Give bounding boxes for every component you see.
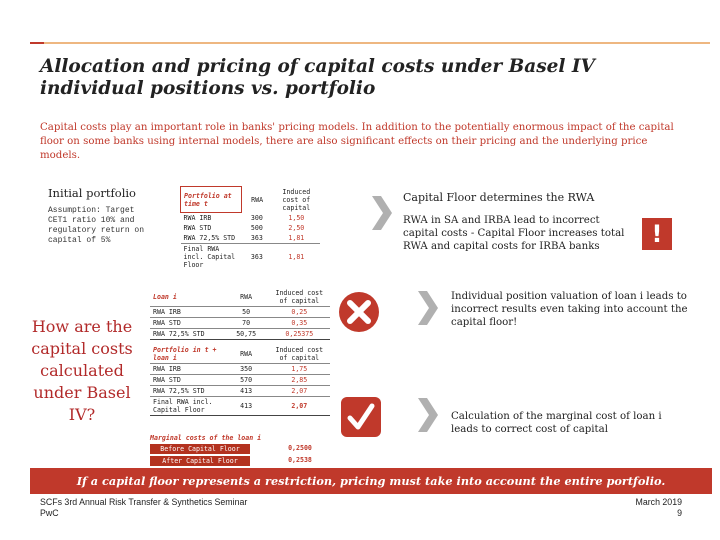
- marginal-after-value: 0,2538: [288, 456, 312, 464]
- row-cost: 2,50: [288, 224, 305, 232]
- row-cost: 1,81: [288, 234, 305, 242]
- table-row: [150, 364, 330, 375]
- slide-title-line2: individual positions vs. portfolio: [40, 78, 376, 99]
- row-cost: 1,75: [269, 364, 330, 375]
- conclusion-banner: If a capital floor represents a restriction, pricing must take into account the entire portfolio.: [30, 468, 712, 494]
- row-label: RWA 72,5% STD: [150, 329, 224, 340]
- cross-icon: [338, 291, 380, 333]
- row-label: RWA 72,5% STD: [183, 234, 236, 242]
- row-rwa: 363: [241, 244, 273, 271]
- footer-seminar: SCFs 3rd Annual Risk Transfer & Synthetics Seminar: [40, 497, 248, 507]
- table-row: [181, 244, 321, 271]
- marginal-before-label: Before Capital Floor: [150, 444, 250, 454]
- marginal-calc-text: Calculation of the marginal cost of loan i leads to correct cost of capital: [451, 411, 662, 435]
- row-rwa: 570: [224, 375, 269, 386]
- how-question: How are the capital costs calculated under Basel IV?: [31, 317, 133, 424]
- row-rwa: 413: [224, 397, 269, 416]
- row-cost: 1,81: [273, 244, 320, 271]
- row-cost: 2,07: [269, 397, 330, 416]
- chevron-icon: [418, 291, 438, 325]
- footer-date: March 2019: [635, 497, 682, 507]
- row-rwa: 50: [224, 307, 269, 318]
- row-label: Final RWA incl. Capital Floor: [150, 397, 224, 416]
- assumption-text: Assumption: Target CET1 ratio 10% and regulatory return on capital of 5%: [48, 206, 145, 245]
- loan-header-label: Loan i: [153, 293, 177, 301]
- row-label: RWA IRB: [150, 364, 224, 375]
- footer-company: PwC: [40, 508, 59, 518]
- title-rule: [30, 42, 710, 44]
- table-row: [150, 329, 330, 340]
- row-rwa: 70: [224, 318, 269, 329]
- table-row: [150, 318, 330, 329]
- chevron-icon: [372, 196, 392, 230]
- page-number: 9: [677, 508, 682, 518]
- individual-valuation-text: Individual position valuation of loan i leads to incorrect results even taking into account the capital floor!: [451, 291, 688, 328]
- marginal-title: Marginal costs of the loan i: [150, 434, 262, 442]
- footer-left: [40, 497, 247, 519]
- marginal-costs: [150, 434, 330, 466]
- portfolio-table: [180, 186, 320, 270]
- row-cost: 2,85: [269, 375, 330, 386]
- row-cost: 0,35: [269, 318, 330, 329]
- table-row: [181, 223, 321, 233]
- marginal-row-after: [150, 456, 330, 466]
- row-label: RWA IRB: [183, 214, 212, 222]
- marginal-row-before: [150, 444, 330, 454]
- chevron-icon: [418, 398, 438, 432]
- row-label: RWA STD: [150, 318, 224, 329]
- portfolio-loan-col-cost: Induced cost of capital: [275, 346, 324, 362]
- portfolio-col-cost: Induced cost of capital: [282, 187, 311, 212]
- table-row: [181, 213, 321, 224]
- row-rwa: 300: [250, 213, 263, 222]
- portfolio-loan-col-rwa: RWA: [240, 350, 253, 358]
- check-icon: [341, 397, 381, 437]
- marginal-before-value: 0,2500: [288, 444, 312, 452]
- table-row: [150, 386, 330, 397]
- loan-col-rwa: RWA: [240, 293, 253, 301]
- table-row: [150, 307, 330, 318]
- row-rwa: 500: [250, 224, 263, 232]
- row-cost: 0,25375: [269, 329, 330, 340]
- row-rwa: 363: [250, 234, 263, 242]
- row-label: RWA STD: [183, 224, 212, 232]
- intro-text: Capital costs play an important role in banks' pricing models. In addition to the potentially enormous impact of the capital floor on some banks using internal models, there are also significant effects on their pricing and the underlying price models.: [40, 122, 674, 161]
- capital-floor-body: RWA in SA and IRBA lead to incorrect capital costs - Capital Floor increases total RWA and capital costs for IRBA banks: [403, 215, 625, 252]
- portfolio-loan-header-label: Portfolio in t + loan i: [153, 346, 217, 362]
- loan-col-cost: Induced cost of capital: [275, 289, 324, 305]
- capital-floor-title: Capital Floor determines the RWA: [403, 191, 595, 204]
- row-label: RWA STD: [150, 375, 224, 386]
- row-cost: 0,25: [269, 307, 330, 318]
- table-row: [150, 375, 330, 386]
- exclamation-icon: !: [642, 218, 672, 250]
- portfolio-header-label: Portfolio at time t: [181, 187, 242, 213]
- row-rwa: 350: [224, 364, 269, 375]
- row-cost: 2,07: [269, 386, 330, 397]
- marginal-after-label: After Capital Floor: [150, 456, 250, 466]
- initial-portfolio-label: Initial portfolio: [48, 186, 136, 200]
- portfolio-col-rwa: RWA: [251, 195, 264, 204]
- row-cost: 1,50: [288, 213, 305, 222]
- slide-title: [40, 56, 680, 100]
- row-rwa: 50,75: [224, 329, 269, 340]
- footer-right: [636, 497, 682, 519]
- table-row: [150, 397, 330, 416]
- slide-title-line1: Allocation and pricing of capital costs under Basel IV: [40, 56, 595, 77]
- row-label: RWA 72,5% STD: [150, 386, 224, 397]
- portfolio-loan-table: [150, 345, 330, 416]
- row-label: Final RWA incl. Capital Floor: [181, 244, 242, 271]
- loan-table: [150, 288, 330, 340]
- row-rwa: 413: [224, 386, 269, 397]
- row-label: RWA IRB: [150, 307, 224, 318]
- table-row: [181, 233, 321, 244]
